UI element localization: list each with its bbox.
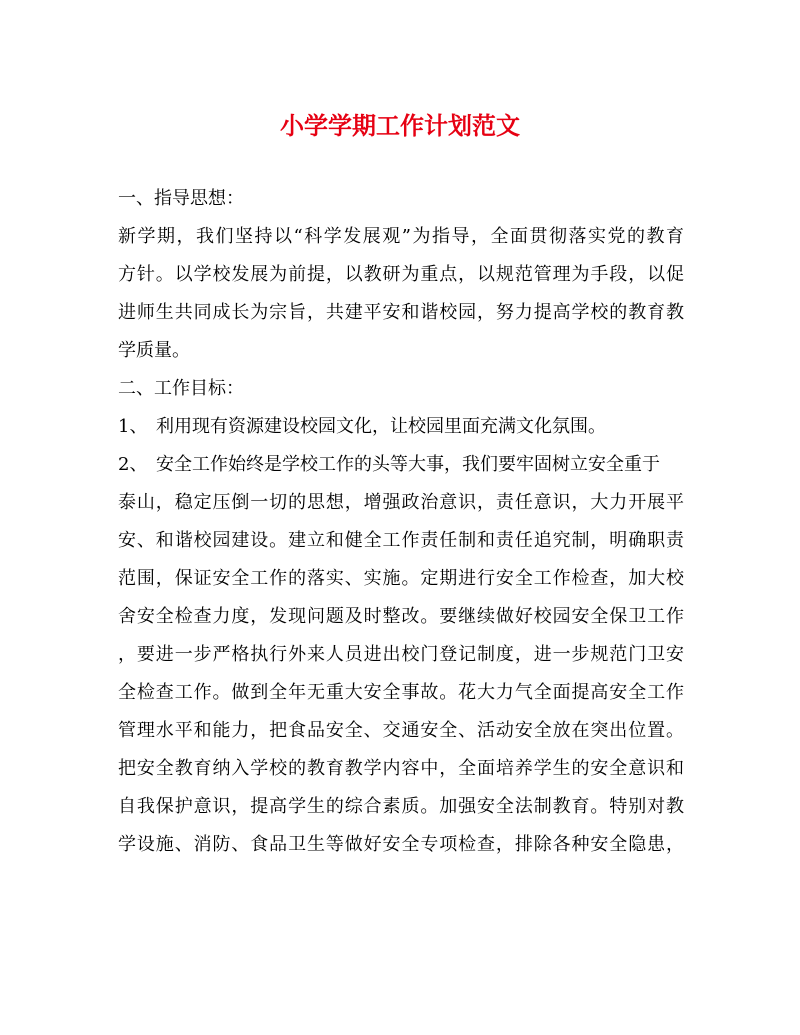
paragraph-line: ，要进一步严格执行外来人员进出校门登记制度，进一步规范门卫安 bbox=[118, 644, 684, 665]
list-item-text: 利用现有资源建设校园文化，让校园里面充满文化氛围。 bbox=[156, 416, 606, 437]
paragraph-line: 舍安全检查力度，发现问题及时整改。要继续做好校园安全保卫工作 bbox=[118, 606, 684, 627]
list-item-1 bbox=[118, 408, 684, 446]
paragraph-line: 全检查工作。做到全年无重大安全事故。花大力气全面提高安全工作 bbox=[118, 682, 684, 703]
paragraph-line: 自我保护意识，提高学生的综合素质。加强安全法制教育。特别对教 bbox=[118, 796, 684, 817]
section-heading-work-goals: 二、工作目标： bbox=[118, 378, 244, 399]
document-title: 小学学期工作计划范文 bbox=[280, 111, 520, 140]
section-heading-guiding-thought: 一、指导思想： bbox=[118, 188, 244, 209]
paragraph-line: 把安全教育纳入学校的教育教学内容中，全面培养学生的安全意识和 bbox=[118, 758, 684, 779]
list-item-2 bbox=[118, 446, 684, 484]
paragraph-line: 范围，保证安全工作的落实、实施。定期进行安全工作检查，加大校 bbox=[118, 568, 684, 589]
document-body bbox=[118, 180, 684, 864]
paragraph-line: 安、和谐校园建设。建立和健全工作责任制和责任追究制，明确职责 bbox=[118, 530, 684, 551]
list-item-number: 1、 bbox=[118, 416, 148, 437]
paragraph-line: 进师生共同成长为宗旨，共建平安和谐校园，努力提高学校的教育教 bbox=[118, 302, 684, 323]
list-item-number: 2、 bbox=[118, 454, 148, 475]
paragraph-line: 新学期，我们坚持以“科学发展观”为指导，全面贯彻落实党的教育 bbox=[118, 226, 684, 247]
paragraph-line: 方针。以学校发展为前提，以教研为重点，以规范管理为手段，以促 bbox=[118, 264, 684, 285]
list-item-text: 安全工作始终是学校工作的头等大事，我们要牢固树立安全重于 bbox=[156, 454, 660, 475]
paragraph-line: 泰山，稳定压倒一切的思想，增强政治意识，责任意识，大力开展平 bbox=[118, 492, 684, 513]
paragraph-line: 学设施、消防、食品卫生等做好安全专项检查，排除各种安全隐患， bbox=[118, 834, 684, 855]
paragraph-line: 管理水平和能力，把食品安全、交通安全、活动安全放在突出位置。 bbox=[118, 720, 684, 741]
paragraph-line: 学质量。 bbox=[118, 340, 190, 361]
